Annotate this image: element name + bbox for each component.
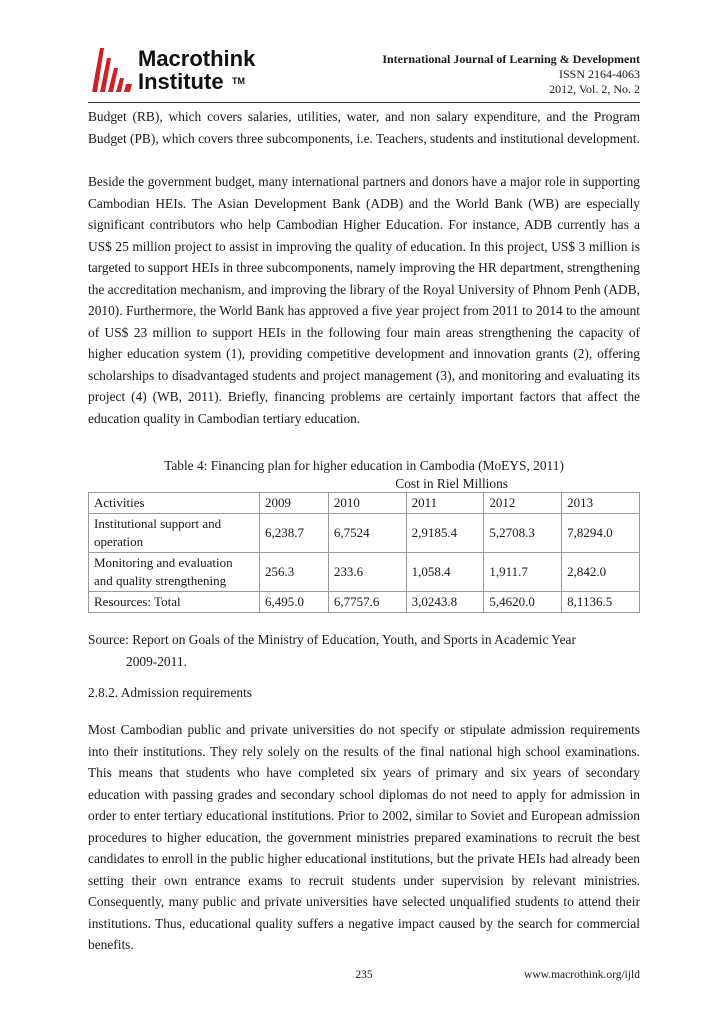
table-header-cell: 2009 bbox=[260, 493, 329, 514]
paragraph-gap bbox=[88, 703, 640, 719]
table-cell: 1,058.4 bbox=[406, 553, 484, 592]
source-line-1: Source: Report on Goals of the Ministry of Education, Youth, and Sports in Academic Year bbox=[88, 632, 576, 647]
table-cell: 3,0243.8 bbox=[406, 592, 484, 613]
table-cell: 6,238.7 bbox=[260, 514, 329, 553]
table-header-cell: 2012 bbox=[484, 493, 562, 514]
journal-header bbox=[300, 52, 640, 97]
footer-website-link[interactable]: www.macrothink.org/ijld bbox=[524, 969, 640, 981]
table-cell: 8,1136.5 bbox=[562, 592, 640, 613]
table-cell: 233.6 bbox=[328, 553, 406, 592]
table-header-cell: Activities bbox=[89, 493, 260, 514]
journal-volume: 2012, Vol. 2, No. 2 bbox=[549, 82, 640, 96]
table-cell-activity: Monitoring and evaluation and quality strengthening bbox=[89, 553, 260, 592]
table-cell: 2,9185.4 bbox=[406, 514, 484, 553]
table-cell: 1,911.7 bbox=[484, 553, 562, 592]
table-cell: 6,495.0 bbox=[260, 592, 329, 613]
logo-trademark: TM bbox=[232, 76, 245, 86]
table-cell: 5,4620.0 bbox=[484, 592, 562, 613]
table-cell: 5,2708.3 bbox=[484, 514, 562, 553]
section-heading: 2.8.2. Admission requirements bbox=[88, 685, 253, 700]
macrothink-logo-mark bbox=[90, 44, 290, 94]
paragraph-gap bbox=[88, 429, 640, 451]
journal-issn: ISSN 2164-4063 bbox=[558, 67, 640, 81]
table-header-cell: 2010 bbox=[328, 493, 406, 514]
table-header-cell: 2013 bbox=[562, 493, 640, 514]
table-cell-activity: Institutional support and operation bbox=[89, 514, 260, 553]
header-divider bbox=[88, 102, 640, 103]
main-content bbox=[88, 106, 640, 956]
logo-text-institute: Institute bbox=[138, 69, 224, 94]
table-cell: 2,842.0 bbox=[562, 553, 640, 592]
paragraph-donors: Beside the government budget, many international partners and donors have a major role in supporting Cambodian HEIs. The Asian Development Bank (ADB) and the World Bank (WB) are especially significant contributors who help Cambodian Higher Education. For instance, ADB currently has a US$ 25 million project to assist in improving the quality of education. In this project, US$ 3 million is targeted to support HEIs in three subcomponents, namely improving the HR department, strengthening the accreditation mechanism, and improving the library of the Royal University of Phnom Penh (ADB, 2010). Furthermore, the World Bank has approved a five year project from 2011 to 2014 to the amount of US$ 23 million to support HEIs in the following four main areas strengthening the capacity of higher education system (1), providing competitive development and innovation grants (2), offering scholarships to disadvantaged students and project management (3), and monitoring and evaluating its project (4) (WB, 2011). Briefly, financing problems are certainly important factors that affect the education quality in Cambodian tertiary education. bbox=[88, 174, 640, 426]
page-number: 235 bbox=[355, 969, 373, 981]
source-line-2: 2009-2011. bbox=[126, 653, 187, 669]
table-cell: 256.3 bbox=[260, 553, 329, 592]
journal-title: International Journal of Learning & Development bbox=[382, 52, 640, 66]
table-cell-activity: Resources: Total bbox=[89, 592, 260, 613]
table-row bbox=[89, 553, 640, 592]
paragraph-budget: Budget (RB), which covers salaries, utilities, water, and non salary expenditure, and the Program Budget (PB), which covers three subcomponents, i.e. Teachers, students and institutional development. bbox=[88, 109, 640, 146]
logo-m-icon bbox=[92, 48, 132, 92]
table-cell: 7,8294.0 bbox=[562, 514, 640, 553]
table-source bbox=[88, 629, 640, 672]
macrothink-logo bbox=[90, 44, 290, 94]
table-caption: Table 4: Financing plan for higher education in Cambodia (MoEYS, 2011) bbox=[164, 458, 564, 473]
table-cell: 6,7524 bbox=[328, 514, 406, 553]
table-unit-label: Cost in Riel Millions bbox=[395, 476, 508, 491]
table-row-total bbox=[89, 592, 640, 613]
paragraph-admission: Most Cambodian public and private universities do not specify or stipulate admission requirements into their institutions. They rely solely on the results of the final national high school examinations. This means that students who have completed six years of primary and six years of secondary education with passing grades and secondary school diplomas do not need to apply for admission in order to enter tertiary educational institutions. Prior to 2002, similar to Soviet and European admission procedures to higher education, the government ministries prepared examinations to recruit the best candidates to enroll in the public higher educational institutions, but the private HEIs had already been setting their own entrance exams to recruit students under supervision by relevant ministries. Consequently, many public and private universities have selected unqualified students to attend their institutions. Thus, educational quality suffers a negative impact caused by the search for commercial benefits. bbox=[88, 722, 640, 952]
paragraph-gap bbox=[88, 149, 640, 171]
table-cell: 6,7757.6 bbox=[328, 592, 406, 613]
table-row bbox=[89, 514, 640, 553]
financing-table bbox=[88, 492, 640, 613]
table-header-cell: 2011 bbox=[406, 493, 484, 514]
table-header-row bbox=[89, 493, 640, 514]
logo-text-macrothink: Macrothink bbox=[138, 46, 256, 71]
